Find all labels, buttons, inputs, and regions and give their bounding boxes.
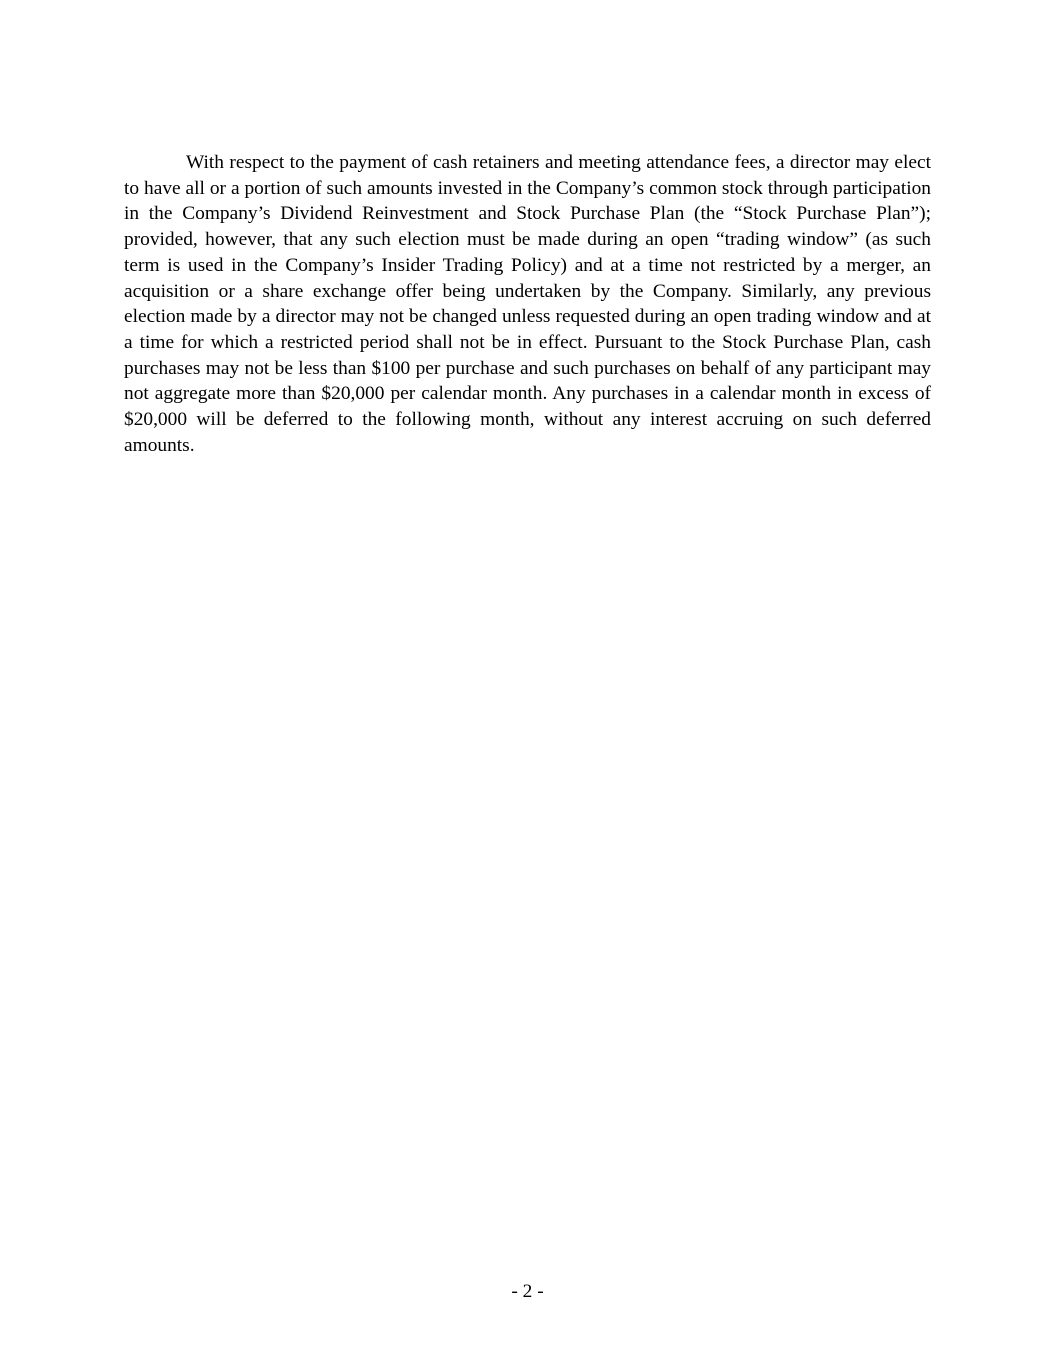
body-paragraph: With respect to the payment of cash retainers and meeting attendance fees, a director may elect to have all or a portion of such amounts invested in the Company’s common stock through participation in the Company’s Dividend Reinvestment and Stock Purchase Plan (the “Stock Purchase Plan”); provided, however, that any such election must be made during an open “trading window” (as such term is used in the Company’s Insider Trading Policy) and at a time not restricted by a merger, an acquisition or a share exchange offer being undertaken by the Company. Similarly, any previous election made by a director may not be changed unless requested during an open trading window and at a time for which a restricted period shall not be in effect. Pursuant to the Stock Purchase Plan, cash purchases may not be less than $100 per purchase and such purchases on behalf of any participant may not aggregate more than $20,000 per calendar month. Any purchases in a calendar month in excess of $20,000 will be deferred to the following month, without any interest accruing on such deferred amounts.: [124, 152, 931, 456]
page-number: - 2 -: [511, 1281, 544, 1302]
